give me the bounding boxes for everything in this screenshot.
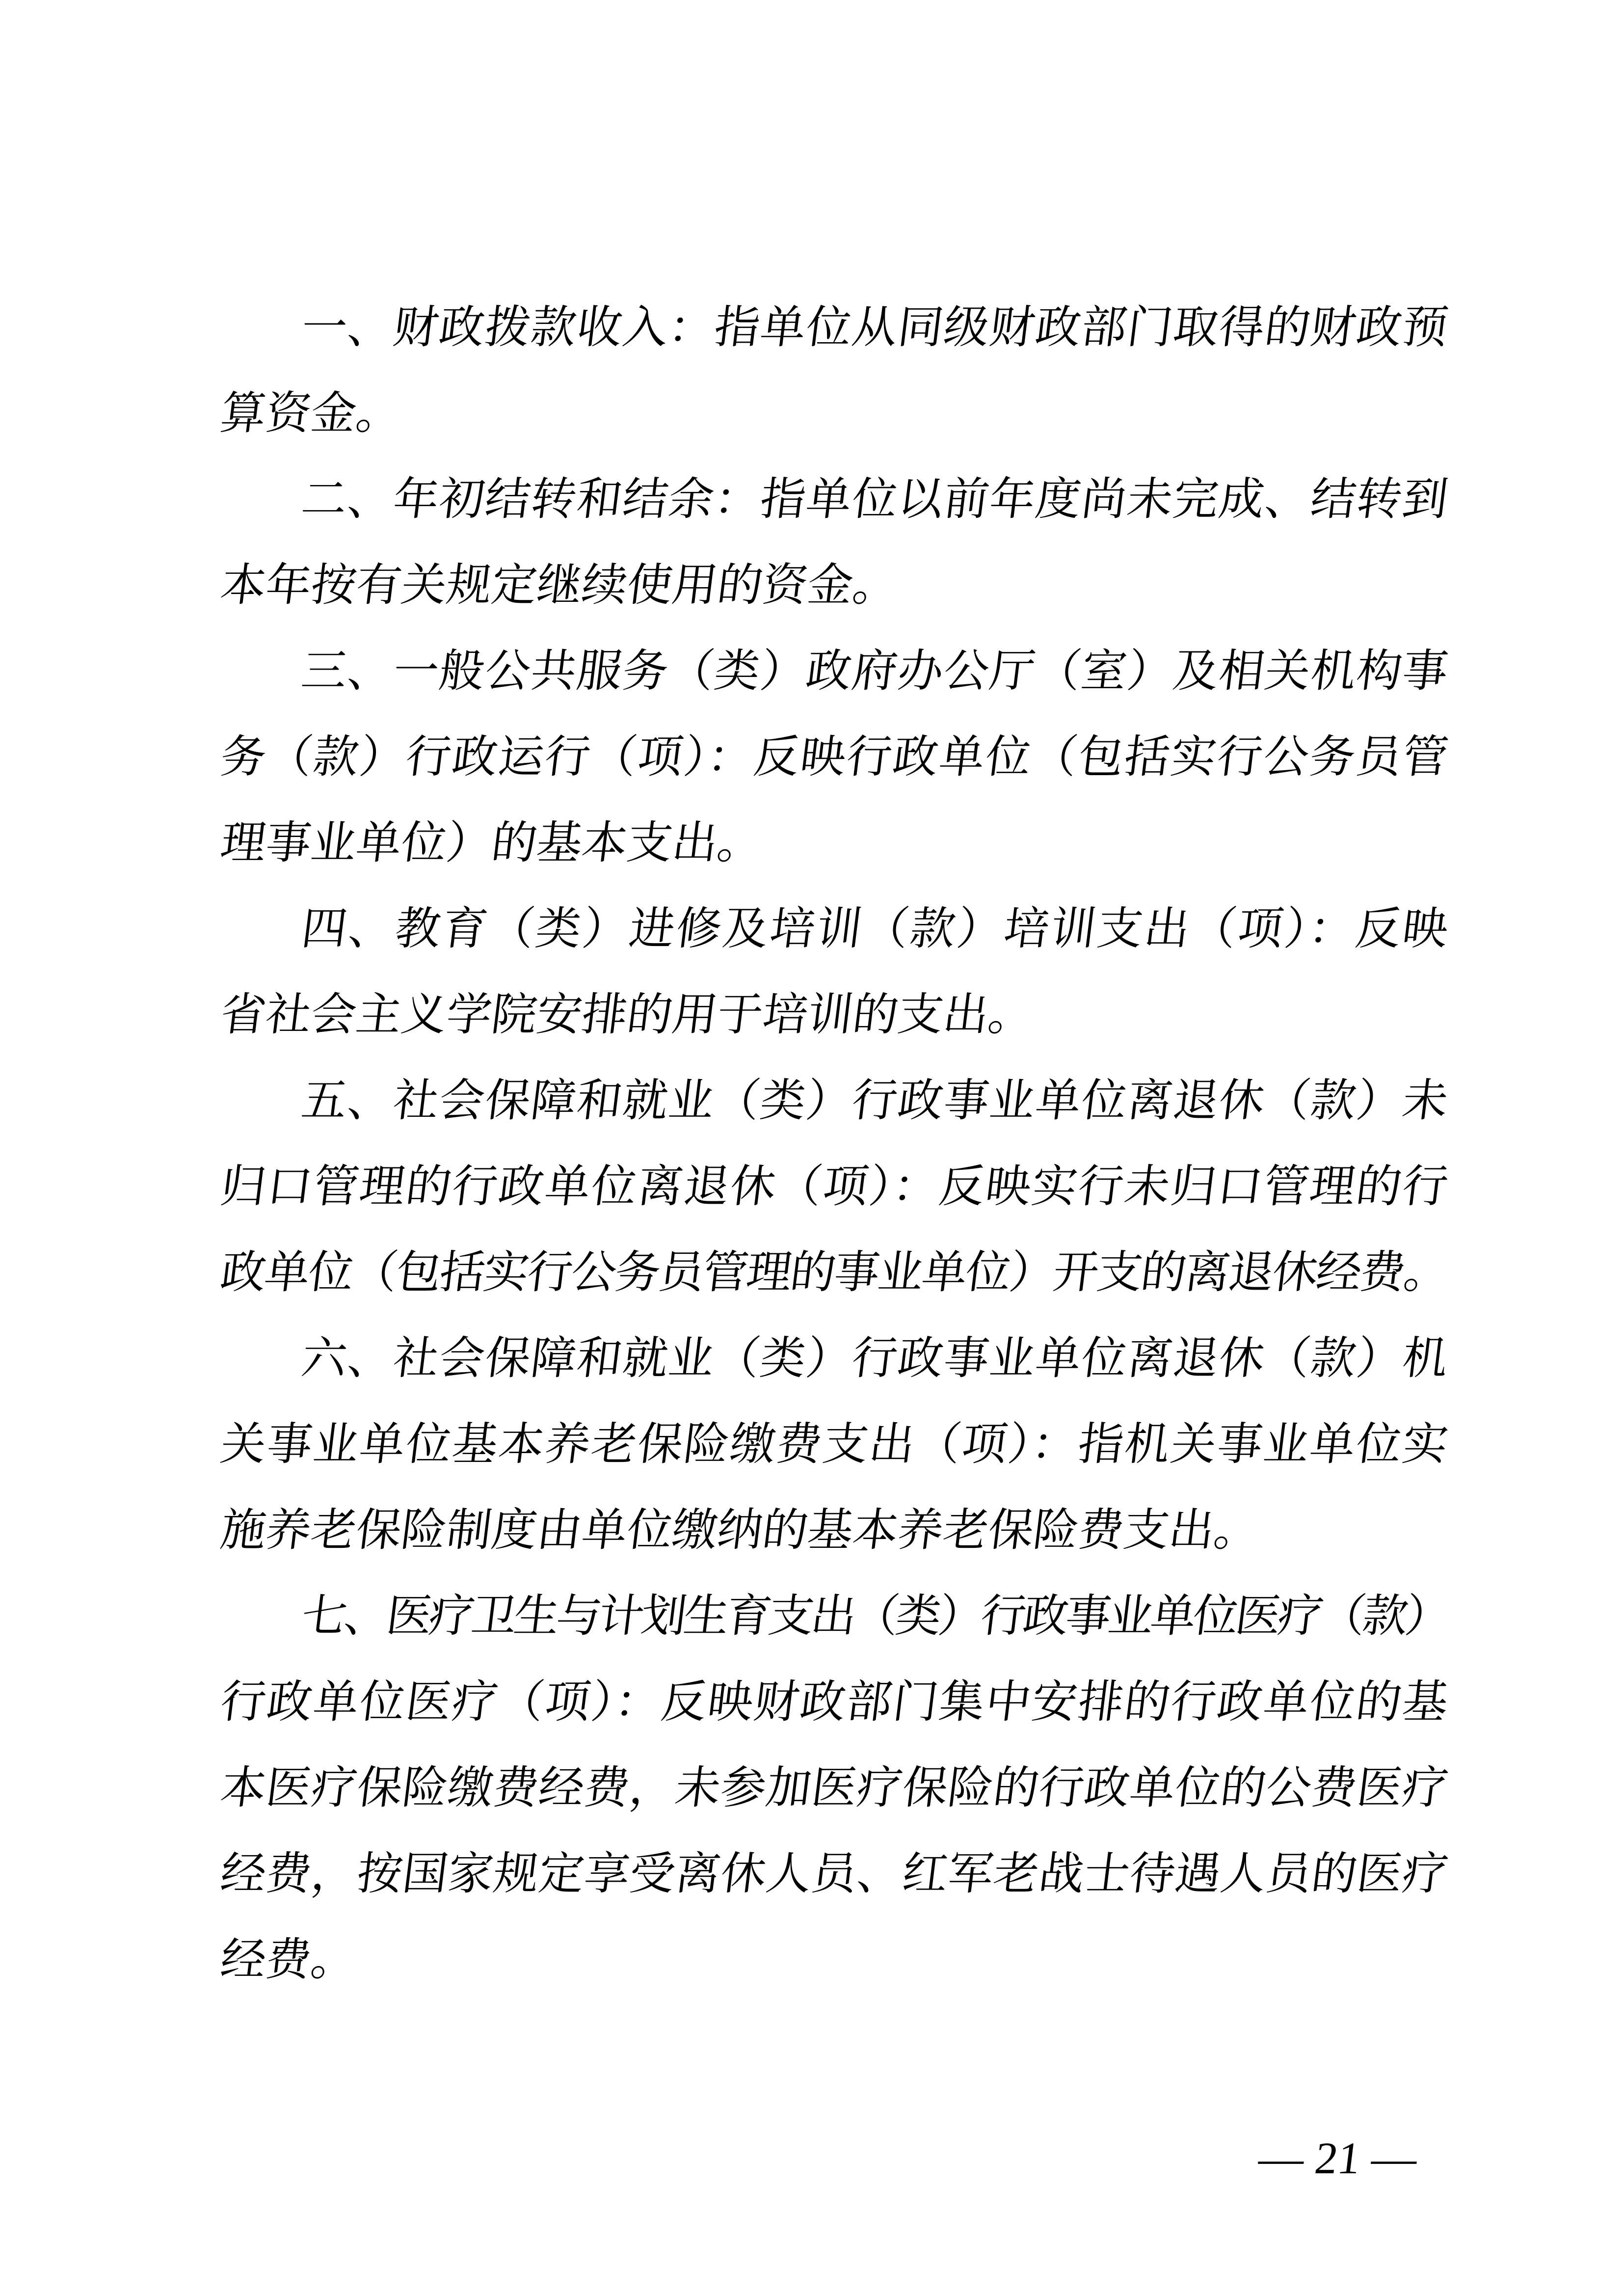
text-line: 省社会主义学院安排的用于培训的支出。 xyxy=(217,990,1037,1040)
paragraph xyxy=(217,628,1451,886)
text-line: 六、社会保障和就业（类）行政事业单位离退休（款）机 xyxy=(298,1333,1451,1383)
paragraph xyxy=(217,886,1451,1058)
text-line: 经费，按国家规定享受离休人员、红军老战士待遇人员的医疗 xyxy=(217,1849,1451,1899)
text-line: 一、财政拨款收入：指单位从同级财政部门取得的财政预 xyxy=(298,302,1451,352)
text-line: 务（款）行政运行（项）：反映行政单位（包括实行公务员管 xyxy=(217,732,1451,782)
text-line: 理事业单位）的基本支出。 xyxy=(217,818,766,868)
text-line: 行政单位医疗（项）：反映财政部门集中安排的行政单位的基 xyxy=(217,1677,1451,1727)
text-line: 施养老保险制度由单位缴纳的基本养老保险费支出。 xyxy=(217,1505,1263,1555)
text-line: 关事业单位基本养老保险缴费支出（项）：指机关事业单位实 xyxy=(217,1419,1451,1469)
paragraph xyxy=(217,285,1451,457)
text-line: 经费。 xyxy=(217,1935,360,1985)
text-line: 七、医疗卫生与计划生育支出（类）行政事业单位医疗（款） xyxy=(298,1591,1451,1641)
paragraph xyxy=(217,1573,1451,2003)
paragraph xyxy=(217,1058,1451,1316)
text-line: 政单位（包括实行公务员管理的事业单位）开支的离退休经费。 xyxy=(217,1247,1451,1297)
text-line: 算资金。 xyxy=(217,388,405,438)
text-line: 五、社会保障和就业（类）行政事业单位离退休（款）未 xyxy=(298,1076,1451,1126)
document-body xyxy=(217,285,1451,2003)
paragraph xyxy=(217,457,1451,628)
text-line: 三、一般公共服务（类）政府办公厅（室）及相关机构事 xyxy=(298,646,1451,696)
text-line: 本医疗保险缴费经费，未参加医疗保险的行政单位的公费医疗 xyxy=(217,1763,1451,1813)
text-line: 二、年初结转和结余：指单位以前年度尚未完成、结转到 xyxy=(298,474,1451,524)
paragraph xyxy=(217,1316,1451,1573)
page-number: — 21 — xyxy=(1255,2133,1420,2183)
text-line: 四、教育（类）进修及培训（款）培训支出（项）：反映 xyxy=(298,904,1451,954)
text-line: 归口管理的行政单位离退休（项）：反映实行未归口管理的行 xyxy=(217,1162,1451,1212)
page-footer xyxy=(1256,2134,1420,2183)
text-line: 本年按有关规定继续使用的资金。 xyxy=(217,560,902,610)
